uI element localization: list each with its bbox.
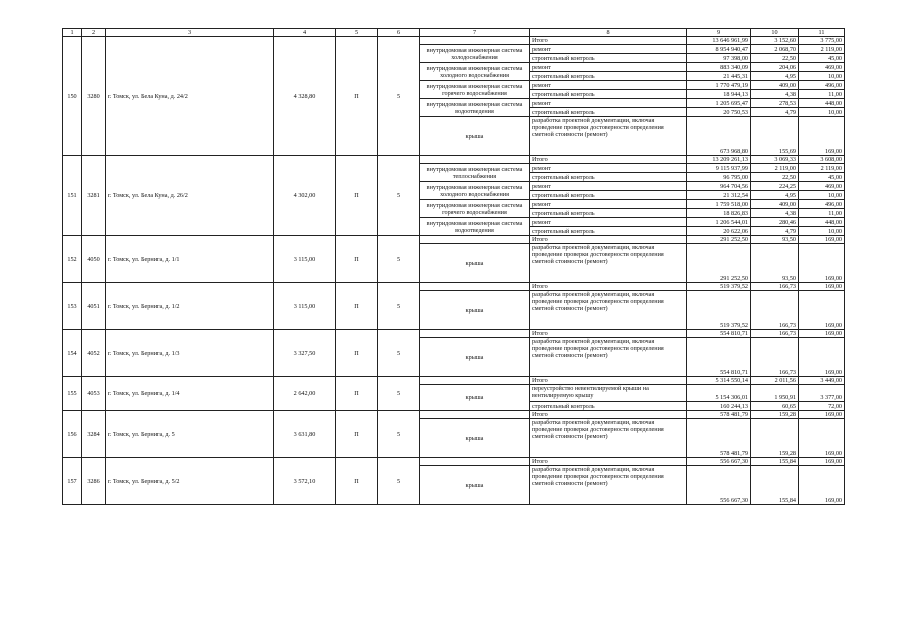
house-area: 2 642,00: [274, 377, 336, 411]
system-name: внутридомовая инженерная система холодного водоснабжения: [420, 182, 530, 200]
work-cost-per-m2: 22,50: [751, 173, 799, 182]
work-type: ремонт: [530, 218, 687, 227]
work-type: строительный контроль: [530, 191, 687, 200]
system-cell-empty: [420, 283, 530, 291]
work-cost-per-m2: 22,50: [751, 54, 799, 63]
header-cell: 6: [378, 29, 420, 37]
total-cost-per-m2: 3 069,33: [751, 156, 799, 164]
wall-type: П: [336, 411, 378, 458]
total-label: Итого: [530, 37, 687, 45]
system-name: крыша: [420, 117, 530, 156]
wall-type: П: [336, 236, 378, 283]
work-limit-per-m2: 11,00: [799, 90, 845, 99]
work-limit-per-m2: 10,00: [799, 227, 845, 236]
system-cell-empty: [420, 236, 530, 244]
work-cost: 1 206 544,01: [687, 218, 751, 227]
floors-count: 5: [378, 377, 420, 411]
work-type: ремонт: [530, 182, 687, 191]
work-cost-per-m2: 159,28: [751, 419, 799, 458]
work-cost: 21 312,54: [687, 191, 751, 200]
house-code: 4053: [82, 377, 106, 411]
work-cost-per-m2: 93,50: [751, 244, 799, 283]
total-cost: 554 810,71: [687, 330, 751, 338]
work-cost-per-m2: 2 119,00: [751, 164, 799, 173]
work-cost: 8 954 940,47: [687, 45, 751, 54]
floors-count: 5: [378, 458, 420, 505]
house-address: г. Томск, ул. Бела Куна, д. 26/2: [106, 156, 274, 236]
row-number: 156: [63, 411, 82, 458]
house-area: 4 302,00: [274, 156, 336, 236]
system-name: крыша: [420, 291, 530, 330]
house-address: г. Томск, ул. Бернига, д. 1/2: [106, 283, 274, 330]
system-name: внутридомовая инженерная система холодного водоснабжения: [420, 63, 530, 81]
work-limit-per-m2: 169,00: [799, 117, 845, 156]
row-number: 157: [63, 458, 82, 505]
total-cost: 291 252,50: [687, 236, 751, 244]
total-cost-per-m2: 155,84: [751, 458, 799, 466]
total-limit-per-m2: 169,00: [799, 330, 845, 338]
work-cost-per-m2: 409,00: [751, 81, 799, 90]
work-cost-per-m2: 4,95: [751, 191, 799, 200]
work-limit-per-m2: 10,00: [799, 72, 845, 81]
work-limit-per-m2: 169,00: [799, 419, 845, 458]
work-cost: 96 795,00: [687, 173, 751, 182]
work-type: ремонт: [530, 63, 687, 72]
work-cost-per-m2: 204,06: [751, 63, 799, 72]
work-cost: 964 704,56: [687, 182, 751, 191]
work-cost: 556 667,30: [687, 466, 751, 505]
total-cost-per-m2: 93,50: [751, 236, 799, 244]
wall-type: П: [336, 156, 378, 236]
wall-type: П: [336, 377, 378, 411]
house-code: 3284: [82, 411, 106, 458]
total-limit-per-m2: 169,00: [799, 283, 845, 291]
work-limit-per-m2: 72,00: [799, 402, 845, 411]
row-number: 153: [63, 283, 82, 330]
work-type: строительный контроль: [530, 54, 687, 63]
header-cell: 5: [336, 29, 378, 37]
work-type: ремонт: [530, 45, 687, 54]
work-limit-per-m2: 169,00: [799, 338, 845, 377]
total-label: Итого: [530, 236, 687, 244]
total-cost-per-m2: 166,73: [751, 283, 799, 291]
system-name: крыша: [420, 385, 530, 411]
table-row: [63, 236, 845, 244]
work-cost-per-m2: 166,73: [751, 338, 799, 377]
table-row: [63, 458, 845, 466]
row-number: 151: [63, 156, 82, 236]
total-label: Итого: [530, 330, 687, 338]
work-cost: 97 398,00: [687, 54, 751, 63]
work-type: строительный контроль: [530, 173, 687, 182]
house-area: 3 631,80: [274, 411, 336, 458]
house-address: г. Томск, ул. Бернига, д. 5: [106, 411, 274, 458]
total-cost: 519 379,52: [687, 283, 751, 291]
work-cost: 673 968,80: [687, 117, 751, 156]
work-cost-per-m2: 155,69: [751, 117, 799, 156]
wall-type: П: [336, 37, 378, 156]
house-code: 3281: [82, 156, 106, 236]
work-limit-per-m2: 45,00: [799, 54, 845, 63]
work-limit-per-m2: 448,00: [799, 99, 845, 108]
total-limit-per-m2: 169,00: [799, 236, 845, 244]
total-cost-per-m2: 166,73: [751, 330, 799, 338]
work-limit-per-m2: 496,00: [799, 200, 845, 209]
house-code: 4051: [82, 283, 106, 330]
work-cost-per-m2: 4,95: [751, 72, 799, 81]
total-cost: 13 646 961,99: [687, 37, 751, 45]
table-row: [63, 330, 845, 338]
table-body: [63, 29, 845, 505]
work-type: разработка проектной документации, включая проведение проверки достоверности определения сметной стоимости (ремонт): [530, 244, 687, 283]
work-limit-per-m2: 496,00: [799, 81, 845, 90]
wall-type: П: [336, 458, 378, 505]
total-label: Итого: [530, 377, 687, 385]
work-type: ремонт: [530, 164, 687, 173]
work-cost: 1 770 479,19: [687, 81, 751, 90]
system-cell-empty: [420, 156, 530, 164]
work-cost-per-m2: 224,25: [751, 182, 799, 191]
work-cost-per-m2: 4,38: [751, 209, 799, 218]
work-cost: 1 205 695,47: [687, 99, 751, 108]
system-name: внутридомовая инженерная система теплоснабжения: [420, 164, 530, 182]
work-limit-per-m2: 469,00: [799, 182, 845, 191]
work-cost: 20 750,53: [687, 108, 751, 117]
work-cost-per-m2: 280,46: [751, 218, 799, 227]
total-cost: 13 209 261,13: [687, 156, 751, 164]
work-cost: 883 340,09: [687, 63, 751, 72]
work-cost: 578 481,79: [687, 419, 751, 458]
system-name: внутридомовая инженерная система горячего водоснабжения: [420, 81, 530, 99]
work-limit-per-m2: 45,00: [799, 173, 845, 182]
work-type: переустройство невентилируемой крыши на вентилируемую крышу: [530, 385, 687, 402]
work-type: разработка проектной документации, включая проведение проверки достоверности определения сметной стоимости (ремонт): [530, 338, 687, 377]
floors-count: 5: [378, 37, 420, 156]
work-cost: 160 244,13: [687, 402, 751, 411]
work-limit-per-m2: 469,00: [799, 63, 845, 72]
work-cost-per-m2: 166,73: [751, 291, 799, 330]
table-row: [63, 411, 845, 419]
system-name: крыша: [420, 466, 530, 505]
work-type: строительный контроль: [530, 227, 687, 236]
house-area: 3 115,00: [274, 283, 336, 330]
table-row: [63, 37, 845, 45]
header-cell: 9: [687, 29, 751, 37]
work-cost: 5 154 306,01: [687, 385, 751, 402]
house-area: 3 572,10: [274, 458, 336, 505]
house-address: г. Томск, ул. Бернига, д. 5/2: [106, 458, 274, 505]
work-cost: 18 826,83: [687, 209, 751, 218]
total-label: Итого: [530, 156, 687, 164]
work-type: строительный контроль: [530, 108, 687, 117]
work-type: разработка проектной документации, включая проведение проверки достоверности определения сметной стоимости (ремонт): [530, 466, 687, 505]
work-cost-per-m2: 1 950,91: [751, 385, 799, 402]
floors-count: 5: [378, 330, 420, 377]
house-area: 3 115,00: [274, 236, 336, 283]
system-name: внутридомовая инженерная система водоотведения: [420, 218, 530, 236]
work-cost: 18 944,13: [687, 90, 751, 99]
system-name: внутридомовая инженерная система горячего водоснабжения: [420, 200, 530, 218]
work-cost-per-m2: 409,00: [751, 200, 799, 209]
house-address: г. Томск, ул. Бернига, д. 1/1: [106, 236, 274, 283]
wall-type: П: [336, 283, 378, 330]
work-type: разработка проектной документации, включая проведение проверки достоверности определения сметной стоимости (ремонт): [530, 117, 687, 156]
row-number: 152: [63, 236, 82, 283]
system-name: внутридомовая инженерная система холодоснабжения: [420, 45, 530, 63]
work-limit-per-m2: 169,00: [799, 291, 845, 330]
floors-count: 5: [378, 411, 420, 458]
house-area: 3 327,50: [274, 330, 336, 377]
house-code: 4050: [82, 236, 106, 283]
system-cell-empty: [420, 411, 530, 419]
total-cost: 5 314 550,14: [687, 377, 751, 385]
work-type: строительный контроль: [530, 402, 687, 411]
work-cost: 1 759 518,00: [687, 200, 751, 209]
header-cell: 10: [751, 29, 799, 37]
document-sheet: [62, 28, 844, 505]
system-name: крыша: [420, 419, 530, 458]
header-cell: 11: [799, 29, 845, 37]
header-cell: 1: [63, 29, 82, 37]
work-cost-per-m2: 278,53: [751, 99, 799, 108]
work-cost: 519 379,52: [687, 291, 751, 330]
header-cell: 4: [274, 29, 336, 37]
total-cost-per-m2: 3 152,60: [751, 37, 799, 45]
capital-repair-table: [62, 28, 845, 505]
work-limit-per-m2: 169,00: [799, 244, 845, 283]
total-limit-per-m2: 3 449,00: [799, 377, 845, 385]
house-address: г. Томск, ул. Бернига, д. 1/3: [106, 330, 274, 377]
floors-count: 5: [378, 156, 420, 236]
system-cell-empty: [420, 37, 530, 45]
work-cost-per-m2: 2 068,70: [751, 45, 799, 54]
work-cost-per-m2: 155,84: [751, 466, 799, 505]
total-cost-per-m2: 159,28: [751, 411, 799, 419]
system-name: крыша: [420, 244, 530, 283]
work-limit-per-m2: 169,00: [799, 466, 845, 505]
work-cost-per-m2: 4,38: [751, 90, 799, 99]
wall-type: П: [336, 330, 378, 377]
total-cost: 556 667,30: [687, 458, 751, 466]
work-type: разработка проектной документации, включая проведение проверки достоверности определения сметной стоимости (ремонт): [530, 419, 687, 458]
system-name: крыша: [420, 338, 530, 377]
house-code: 3280: [82, 37, 106, 156]
header-cell: 7: [420, 29, 530, 37]
work-cost: 9 115 937,99: [687, 164, 751, 173]
total-limit-per-m2: 169,00: [799, 458, 845, 466]
work-type: строительный контроль: [530, 209, 687, 218]
total-label: Итого: [530, 283, 687, 291]
house-address: г. Томск, ул. Бернига, д. 1/4: [106, 377, 274, 411]
house-address: г. Томск, ул. Бела Куна, д. 24/2: [106, 37, 274, 156]
work-cost-per-m2: 4,79: [751, 108, 799, 117]
work-type: ремонт: [530, 81, 687, 90]
table-row: [63, 283, 845, 291]
work-limit-per-m2: 10,00: [799, 191, 845, 200]
total-limit-per-m2: 169,00: [799, 411, 845, 419]
work-type: ремонт: [530, 99, 687, 108]
header-cell: 3: [106, 29, 274, 37]
work-limit-per-m2: 2 119,00: [799, 164, 845, 173]
total-label: Итого: [530, 411, 687, 419]
house-code: 3286: [82, 458, 106, 505]
system-cell-empty: [420, 458, 530, 466]
work-cost: 291 252,50: [687, 244, 751, 283]
work-limit-per-m2: 11,00: [799, 209, 845, 218]
floors-count: 5: [378, 236, 420, 283]
work-cost-per-m2: 60,65: [751, 402, 799, 411]
total-cost: 578 481,79: [687, 411, 751, 419]
total-limit-per-m2: 3 608,00: [799, 156, 845, 164]
work-limit-per-m2: 10,00: [799, 108, 845, 117]
house-code: 4052: [82, 330, 106, 377]
table-row: [63, 377, 845, 385]
header-cell: 2: [82, 29, 106, 37]
work-cost: 554 810,71: [687, 338, 751, 377]
work-limit-per-m2: 3 377,00: [799, 385, 845, 402]
work-type: строительный контроль: [530, 90, 687, 99]
floors-count: 5: [378, 283, 420, 330]
header-row: [63, 29, 845, 37]
system-name: внутридомовая инженерная система водоотведения: [420, 99, 530, 117]
row-number: 155: [63, 377, 82, 411]
table-row: [63, 156, 845, 164]
total-label: Итого: [530, 458, 687, 466]
total-cost-per-m2: 2 011,56: [751, 377, 799, 385]
work-limit-per-m2: 2 119,00: [799, 45, 845, 54]
work-cost: 20 622,06: [687, 227, 751, 236]
work-cost: 21 445,31: [687, 72, 751, 81]
system-cell-empty: [420, 330, 530, 338]
work-cost-per-m2: 4,79: [751, 227, 799, 236]
system-cell-empty: [420, 377, 530, 385]
work-type: разработка проектной документации, включая проведение проверки достоверности определения сметной стоимости (ремонт): [530, 291, 687, 330]
total-limit-per-m2: 3 775,00: [799, 37, 845, 45]
row-number: 154: [63, 330, 82, 377]
work-type: ремонт: [530, 200, 687, 209]
house-area: 4 328,80: [274, 37, 336, 156]
row-number: 150: [63, 37, 82, 156]
work-limit-per-m2: 448,00: [799, 218, 845, 227]
work-type: строительный контроль: [530, 72, 687, 81]
header-cell: 8: [530, 29, 687, 37]
